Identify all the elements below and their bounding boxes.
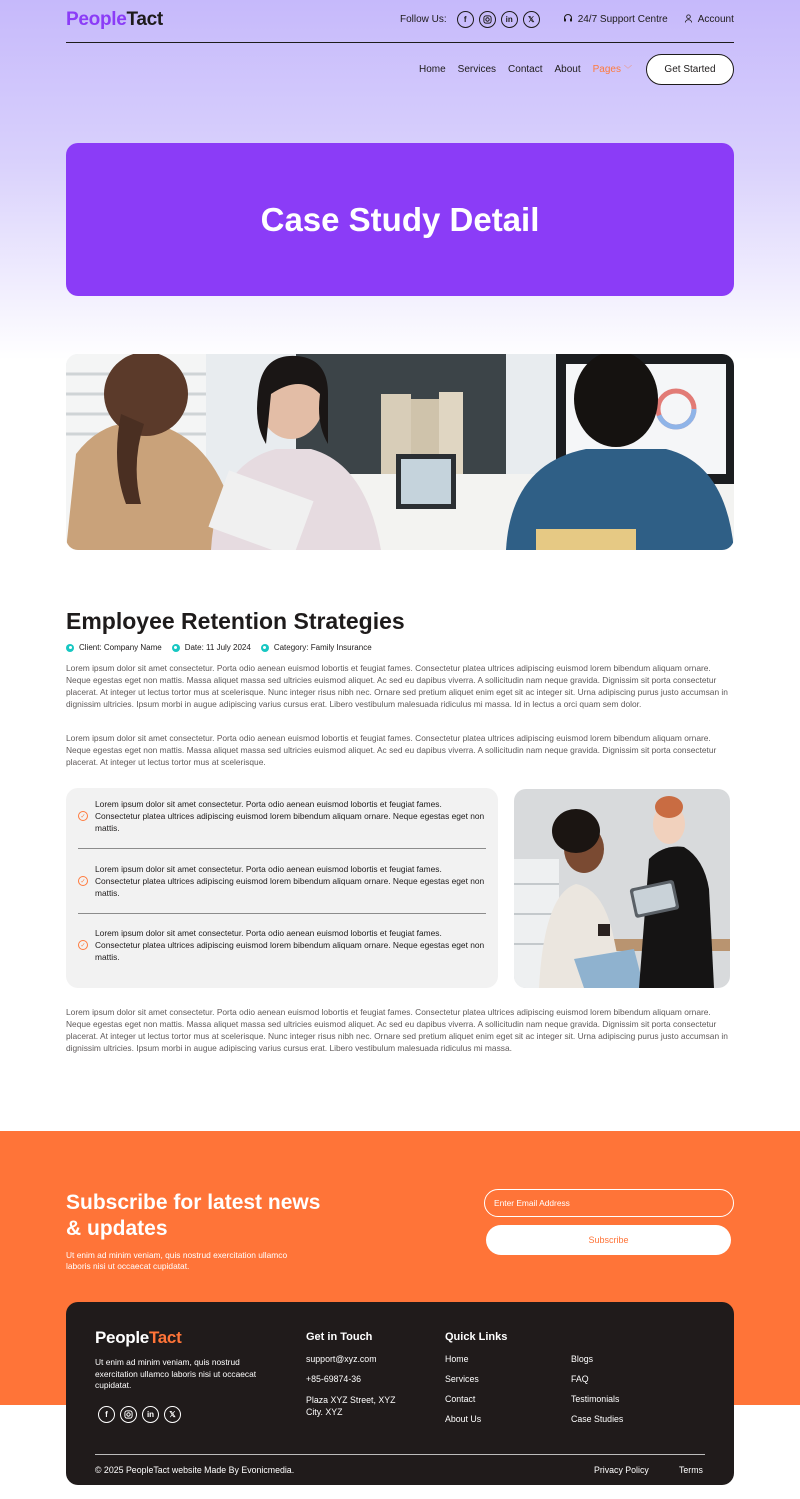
bullet-icon (172, 644, 180, 652)
subscribe-title: Subscribe for latest news & updates (66, 1191, 321, 1240)
user-icon (684, 14, 693, 26)
article-title: Employee Retention Strategies (66, 608, 405, 634)
case-study-hero-image (66, 354, 734, 550)
facebook-icon[interactable]: f (457, 11, 474, 28)
footer-link-faq[interactable]: FAQ (571, 1374, 589, 1384)
support-link[interactable] (563, 13, 668, 26)
main-nav (419, 54, 734, 85)
account-label: Account (697, 14, 734, 25)
get-started-button[interactable]: Get Started (646, 54, 734, 85)
footer-link-case-studies[interactable]: Case Studies (571, 1414, 624, 1424)
footer-copyright: © 2025 PeopleTact website Made By Evonicmedia. (95, 1465, 295, 1475)
checklist-item-text: Lorem ipsum dolor sit amet consectetur. Porta odio aenean euismod lobortis et feugiat fames. Consectetur platea ultrices adipiscing euismod lorem bibendum aliquam ornare. Neque egestas eget non mattis. (95, 928, 485, 962)
footer-phone[interactable]: +85-69874-36 (306, 1374, 362, 1384)
checklist-item (78, 798, 486, 834)
footer-social (98, 1406, 186, 1423)
subscribe-text: Ut enim ad minim veniam, quis nostrud exercitation ullamco laboris nisi ut occaecat cupidatat. (66, 1250, 288, 1271)
footer-about-text: Ut enim ad minim veniam, quis nostrud exercitation ullamco laboris nisi ut occaecat cupidatat. (95, 1357, 257, 1390)
meta-client-text: Client: Company Name (79, 643, 162, 652)
meta-date (172, 643, 251, 652)
article-meta (66, 643, 382, 652)
nav-item-pages-label: Pages (592, 64, 621, 75)
meta-category (261, 643, 372, 652)
chevron-down-icon: ﹀ (624, 65, 632, 74)
brand-logo-part1: People (66, 9, 127, 30)
footer-logo-part2: Tact (148, 1328, 182, 1347)
nav-item-services[interactable]: Services (457, 64, 497, 75)
footer-link-blogs[interactable]: Blogs (571, 1354, 594, 1364)
footer-address: Plaza XYZ Street, XYZ City. XYZ (306, 1395, 396, 1417)
bullet-icon (261, 644, 269, 652)
article-paragraph-1: Lorem ipsum dolor sit amet consectetur. Porta odio aenean euismod lobortis et feugiat fames. Consectetur platea ultrices adipiscing euismod lorem bibendum aliquam ornare. Neque egestas eget non mattis. Massa aliquet massa sed ultricies euismod aliquet. Ac sed eu dapibus viverra. A sollicitudin nam neque gravida. Dignissim sit porta consectetur placerat. At integer ut lectus tortor mus at scelerisque. Nunc integer risus nibh nec. Ornare sed pretium aliquet enim eget sit ac integer sit. Urna adipiscing purus justo accumsan in dignissim ultricies. Ipsum morbi in augue adipiscing varius cursus erat. Libero vestibulum malesuada ridiculus mi massa. Id in lectus a orci quam sem dolor. (66, 663, 728, 709)
subscribe-button[interactable]: Subscribe (486, 1225, 731, 1255)
support-label: 24/7 Support Centre (577, 14, 668, 25)
footer-link-testimonials[interactable]: Testimonials (571, 1394, 620, 1404)
checklist-divider (78, 913, 486, 914)
footer-terms-link[interactable]: Terms (679, 1465, 703, 1475)
checklist-divider (78, 848, 486, 849)
meta-category-text: Category: Family Insurance (273, 643, 372, 652)
nav-item-pages[interactable] (593, 64, 632, 75)
account-link[interactable] (684, 14, 734, 26)
footer-link-services[interactable]: Services (445, 1374, 479, 1384)
footer-link-contact[interactable]: Contact (445, 1394, 476, 1404)
footer-divider (95, 1454, 705, 1455)
footer-links-heading: Quick Links (445, 1331, 508, 1343)
topbar (400, 11, 734, 28)
meta-date-text: Date: 11 July 2024 (184, 643, 251, 652)
check-circle-icon: ✓ (78, 876, 88, 886)
linkedin-icon[interactable]: in (142, 1406, 159, 1423)
instagram-icon[interactable] (120, 1406, 137, 1423)
footer-privacy-link[interactable]: Privacy Policy (594, 1465, 649, 1475)
follow-us-label: Follow Us: (400, 14, 447, 25)
bullet-icon (66, 644, 74, 652)
check-circle-icon: ✓ (78, 940, 88, 950)
page-title-banner (66, 143, 734, 296)
case-study-side-image (514, 789, 730, 988)
article-paragraph-3: Lorem ipsum dolor sit amet consectetur. Porta odio aenean euismod lobortis et feugiat fames. Consectetur platea ultrices adipiscing euismod lorem bibendum aliquam ornare. Neque egestas eget non mattis. Massa aliquet massa sed ultricies euismod aliquet. Ac sed eu dapibus viverra. A sollicitudin nam neque gravida. Dignissim sit porta consectetur placerat. At integer ut lectus tortor mus at scelerisque. Nunc integer risus nibh nec. Ornare sed pretium aliquet enim eget sit ac integer sit. Urna adipiscing purus justo accumsan in dignissim ultricies. Ipsum morbi in augue adipiscing varius cursus erat. Libero vestibulum malesuada ridiculus mi massa. (66, 1007, 728, 1053)
header-divider (66, 42, 734, 43)
nav-item-contact[interactable]: Contact (508, 64, 543, 75)
nav-item-about[interactable]: About (554, 64, 581, 75)
footer-logo-part1: People (95, 1328, 149, 1347)
facebook-icon[interactable]: f (98, 1406, 115, 1423)
checklist-box (66, 788, 498, 988)
x-icon[interactable]: 𝕏 (164, 1406, 181, 1423)
footer-link-home[interactable]: Home (445, 1354, 469, 1364)
instagram-icon[interactable] (479, 11, 496, 28)
article-paragraph-2: Lorem ipsum dolor sit amet consectetur. Porta odio aenean euismod lobortis et feugiat fames. Consectetur platea ultrices adipiscing euismod lorem bibendum aliquam ornare. Neque egestas eget non mattis. Massa aliquet massa sed ultricies euismod aliquet. Ac sed eu dapibus viverra. A sollicitudin nam neque gravida. Dignissim sit porta consectetur placerat. At integer ut lectus tortor mus at scelerisque. (66, 733, 717, 767)
checklist-item (78, 863, 486, 899)
footer-contact-heading: Get in Touch (306, 1331, 373, 1343)
x-icon[interactable]: 𝕏 (523, 11, 540, 28)
check-circle-icon: ✓ (78, 811, 88, 821)
checklist-item (78, 927, 486, 963)
headset-icon (563, 13, 573, 26)
footer-email[interactable]: support@xyz.com (306, 1354, 377, 1364)
page-title: Case Study Detail (260, 200, 540, 238)
meta-client (66, 643, 162, 652)
brand-logo-part2: Tact (126, 9, 163, 30)
linkedin-icon[interactable]: in (501, 11, 518, 28)
nav-item-home[interactable]: Home (418, 64, 446, 75)
footer-logo[interactable] (95, 1328, 181, 1348)
brand-logo[interactable] (66, 9, 163, 31)
checklist-item-text: Lorem ipsum dolor sit amet consectetur. Porta odio aenean euismod lobortis et feugiat fames. Consectetur platea ultrices adipiscing euismod lorem bibendum aliquam ornare. Neque egestas eget non mattis. (95, 864, 485, 898)
checklist-item-text: Lorem ipsum dolor sit amet consectetur. Porta odio aenean euismod lobortis et feugiat fames. Consectetur platea ultrices adipiscing euismod lorem bibendum aliquam ornare. Neque egestas eget non mattis. (95, 799, 485, 833)
footer-link-about-us[interactable]: About Us (445, 1414, 482, 1424)
email-input[interactable] (484, 1189, 734, 1217)
site-footer (66, 1302, 734, 1485)
